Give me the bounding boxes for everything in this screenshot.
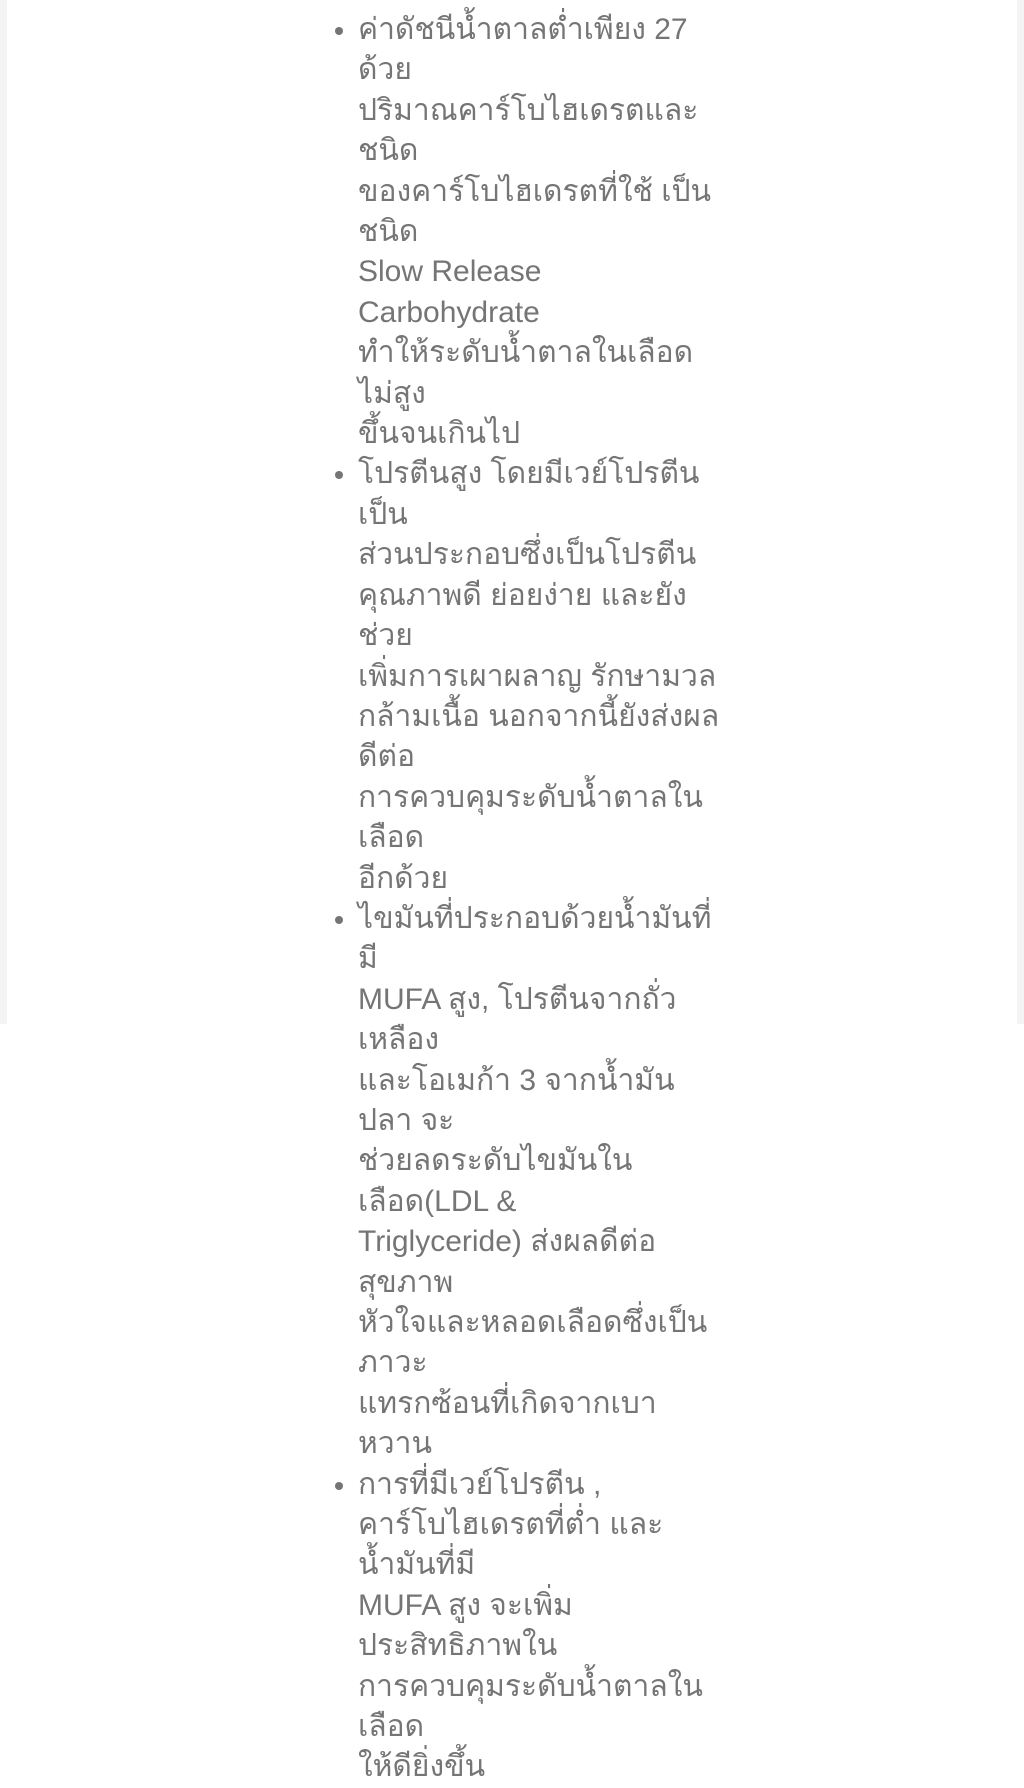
text-line: MUFA สูง จะเพิ่มประสิทธิภาพใน (358, 1588, 573, 1663)
text-line: • การที่มีเวย์โปรตีน , (358, 1467, 602, 1501)
text-line: Triglyceride) ส่งผลดีต่อสุขภาพ (358, 1225, 657, 1299)
benefit-bullet-list (331, 10, 726, 1788)
list-item-protein (358, 454, 726, 898)
text-line: • ค่าดัชนีน้ำตาลต่ำเพียง 27 ด้วย (358, 13, 696, 87)
text-line: • ไขมันที่ประกอบด้วยน้ำมันที่มี (358, 901, 712, 976)
text-line: การควบคุมระดับน้ำตาลในเลือด (358, 780, 703, 855)
text-line: อีกด้วย (358, 861, 449, 895)
text-line: หัวใจและหลอดเลือดซึ่งเป็นภาวะ (358, 1306, 708, 1380)
text-line: Slow Release Carbohydrate (358, 255, 559, 329)
text-line: ขึ้นจนเกินไป (358, 417, 521, 451)
text-line: แทรกซ้อนที่เกิดจากเบาหวาน (358, 1386, 657, 1461)
product-description-text-block (331, 10, 726, 1788)
left-edge-bar (0, 0, 7, 1024)
text-line: MUFA สูง, โปรตีนจากถั่วเหลือง (358, 982, 677, 1057)
list-item-fats (358, 899, 726, 1465)
text-line: ปริมาณคาร์โบไฮเดรตและชนิด (358, 93, 699, 168)
text-line: ให้ดียิ่งขึ้น (358, 1750, 486, 1784)
text-line: และโอเมก้า 3 จากน้ำมันปลา จะ (358, 1063, 675, 1137)
text-line: กล้ามเนื้อ นอกจากนี้ยังส่งผลดีต่อ (358, 699, 720, 774)
list-item-combined-effect (358, 1465, 726, 1788)
text-line: ของคาร์โบไฮเดรตที่ใช้ เป็นชนิด (358, 174, 712, 249)
text-line: ทำให้ระดับน้ำตาลในเลือดไม่สูง (358, 336, 694, 410)
text-line: • โปรตีนสูง โดยมีเวย์โปรตีนเป็น (358, 457, 700, 531)
text-line: ช่วยลดระดับไขมันในเลือด(LDL & (358, 1144, 633, 1218)
text-line: ส่วนประกอบซึ่งเป็นโปรตีน (358, 538, 697, 572)
text-line: การควบคุมระดับน้ำตาลในเลือด (358, 1669, 703, 1744)
right-edge-bar (1017, 0, 1024, 1024)
text-line: คุณภาพดี ย่อยง่าย และยังช่วย (358, 578, 687, 653)
text-line: คาร์โบไฮเดรตที่ต่ำ และ น้ำมันที่มี (358, 1508, 672, 1582)
list-item-glycemic-index (358, 10, 726, 454)
text-line: เพิ่มการเผาผลาญ รักษามวล (358, 659, 717, 693)
